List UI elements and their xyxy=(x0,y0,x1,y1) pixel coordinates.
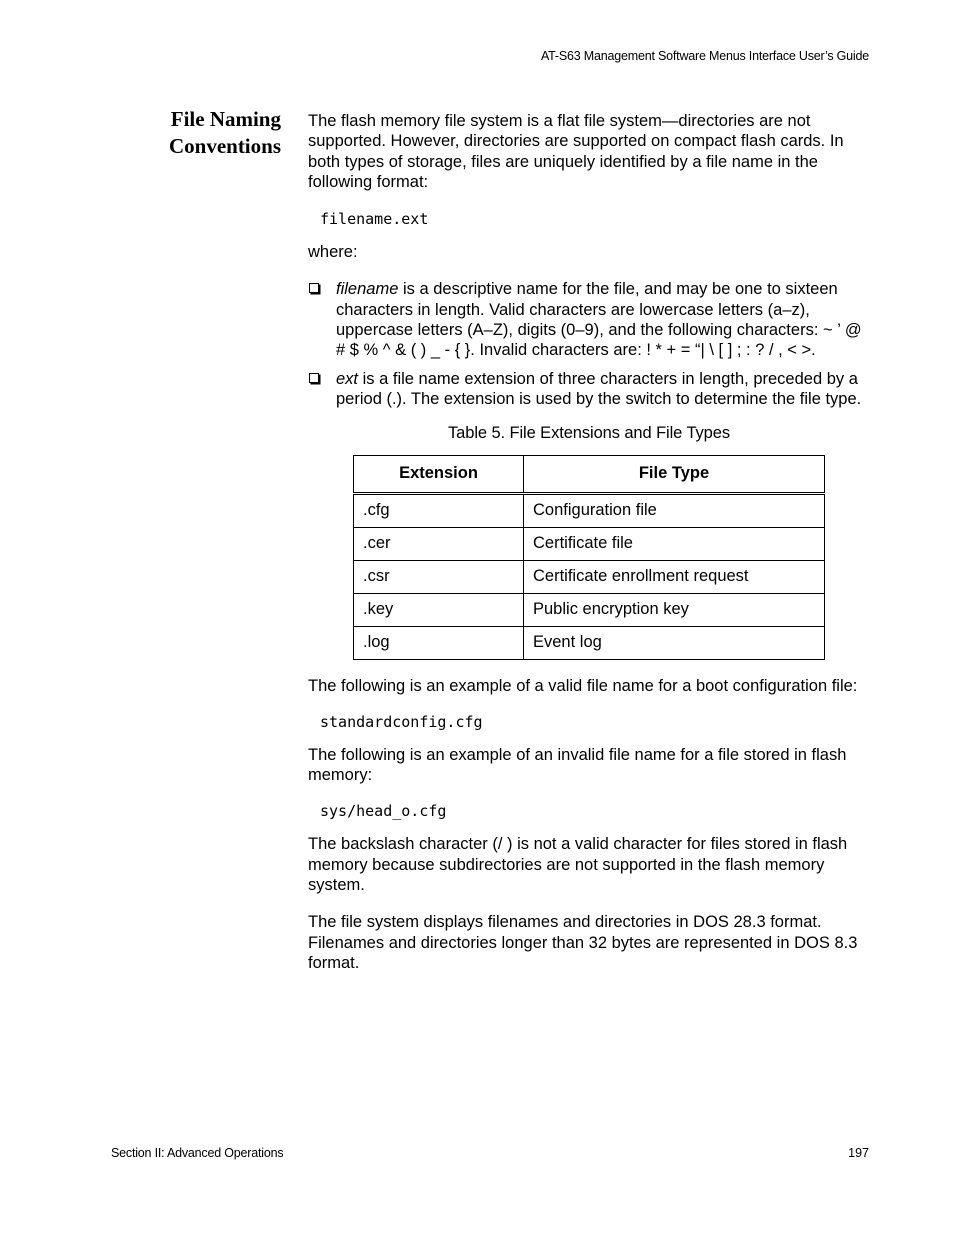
bullet-text: is a descriptive name for the file, and may be one to sixteen characters in length. Valid characters are lowercase letters (a–z), uppercase letters (A–Z), digits (0–9), and the following characters: ~ ’ @ # $ % ^ & ( ) _ - { }. Invalid characters are: ! * + = “| \ [ ] ; : ? / , < >. xyxy=(336,280,862,360)
table-header-row xyxy=(354,455,825,493)
bullet-term: ext xyxy=(336,369,359,388)
file-extensions-table xyxy=(353,455,825,660)
list-item xyxy=(308,369,870,410)
extension-cell: .cfg xyxy=(354,493,524,527)
list-item xyxy=(308,279,870,360)
page-number: 197 xyxy=(848,1146,869,1160)
invalid-example-code: sys/head_o.cfg xyxy=(320,802,447,821)
table-caption: Table 5. File Extensions and File Types xyxy=(448,424,730,443)
table-row xyxy=(354,493,825,527)
bullet-text: is a file name extension of three characters in length, preceded by a period (.). The extension is used by the switch to determine the file type. xyxy=(336,369,862,408)
file-type-cell: Certificate enrollment request xyxy=(524,560,825,593)
bullet-list xyxy=(308,279,870,409)
file-type-cell: Event log xyxy=(524,626,825,659)
dos-format-paragraph: The file system displays filenames and directories in DOS 28.3 format. Filenames and directories longer than 32 bytes are represented in DOS 8.3 format. xyxy=(308,913,858,972)
valid-example-code: standardconfig.cfg xyxy=(320,712,483,731)
section-heading-line2: Conventions xyxy=(168,134,281,158)
valid-example-paragraph: The following is an example of a valid file name for a boot configuration file: xyxy=(308,676,858,695)
footer-section: Section II: Advanced Operations xyxy=(111,1146,284,1160)
checkbox-bullet-icon xyxy=(309,283,319,293)
file-type-cell: Public encryption key xyxy=(524,593,825,626)
running-header: AT-S63 Management Software Menus Interface User’s Guide xyxy=(540,49,869,63)
backslash-paragraph: The backslash character (/ ) is not a valid character for files stored in flash memory because subdirectories are not supported in the flash memory system. xyxy=(308,835,848,895)
column-header-file-type: File Type xyxy=(524,455,825,493)
bullet-term: filename xyxy=(336,280,399,299)
section-heading xyxy=(120,106,281,160)
extension-cell: .cer xyxy=(354,527,524,560)
intro-paragraph: The flash memory file system is a flat file system—directories are not supported. However, directories are supported on compact flash cards. In both types of storage, files are uniquely identified by a file name in the following format: xyxy=(308,112,844,191)
invalid-example-paragraph: The following is an example of an invalid file name for a file stored in flash memory: xyxy=(308,745,847,785)
file-type-cell: Configuration file xyxy=(524,493,825,527)
column-header-extension: Extension xyxy=(354,455,524,493)
table-row xyxy=(354,593,825,626)
format-code: filename.ext xyxy=(320,210,429,229)
main-content xyxy=(308,111,870,973)
table-row xyxy=(354,560,825,593)
extension-cell: .csr xyxy=(354,560,524,593)
file-type-cell: Certificate file xyxy=(524,527,825,560)
extension-cell: .log xyxy=(354,626,524,659)
table-row xyxy=(354,527,825,560)
table-row xyxy=(354,626,825,659)
checkbox-bullet-icon xyxy=(309,373,319,383)
extension-cell: .key xyxy=(354,593,524,626)
where-label: where: xyxy=(308,243,358,262)
section-heading-line1: File Naming xyxy=(170,107,281,131)
